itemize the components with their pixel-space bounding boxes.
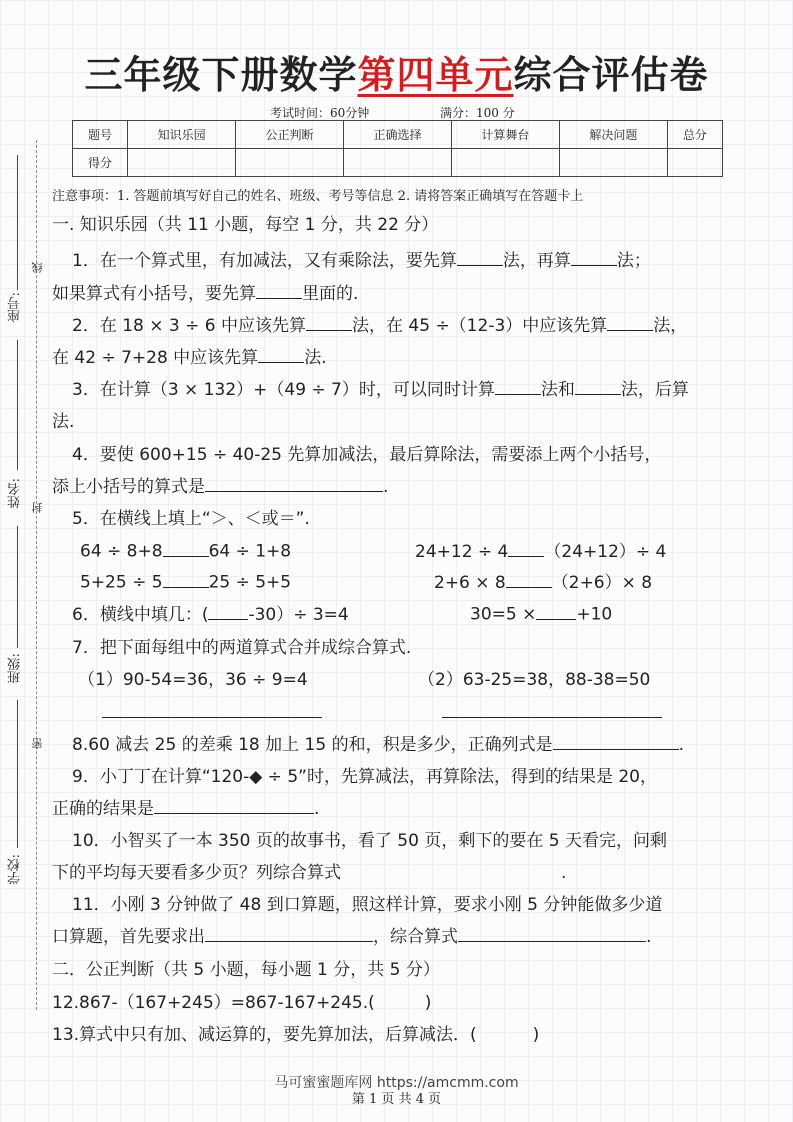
section2-heading: 二．公正判断（共 5 小题，每小题 1 分，共 5 分） (52, 960, 440, 980)
q6-text-d: +10 (576, 604, 613, 625)
q6-blank-2[interactable] (536, 600, 576, 620)
q11-blank-1[interactable] (205, 922, 373, 942)
notice-text: 注意事项：1. 答题前填写好自己的姓名、班级、考号等信息 2. 请将答案正确填写在答题卡上 (52, 189, 584, 204)
q2-blank-3[interactable] (258, 343, 304, 363)
q5-r1l2-expr: 64 ÷ 1+8 (208, 541, 292, 562)
q8-text-a: 8.60 减去 25 的差乘 18 加上 15 的和，积是多少，正确列式是 (72, 735, 553, 755)
q2-text-d: 在 42 ÷ 7+28 中应该先算 (52, 348, 259, 368)
q9-text-c: . (314, 799, 320, 819)
q5-r2r2-expr: （2+6）× 8 (551, 573, 653, 593)
name-line (17, 340, 18, 470)
q8-text-b: . (678, 735, 684, 755)
q11-text-c: ，综合算式 (373, 927, 458, 947)
title-suffix: 综合评估卷 (513, 53, 709, 97)
q5-row2-right (434, 568, 652, 593)
score-cell[interactable] (451, 149, 559, 177)
q3-text-b: 法和 (540, 380, 575, 400)
footer-page-number: 第 1 页 共 4 页 (351, 1092, 442, 1107)
score-header-cell: 解决问题 (559, 121, 667, 149)
score-header-cell: 知识乐园 (128, 121, 236, 149)
class-line (17, 526, 18, 648)
q11-line2 (52, 922, 651, 947)
q5-r1r-expr: 24+12 ÷ 4 (415, 542, 509, 562)
q6-text-c: 30=5 × (470, 604, 537, 625)
score-table-header-row (73, 121, 723, 149)
q7-part1: （1）90-54=36，36 ÷ 9=4 (78, 670, 308, 690)
q6-text-a: 6．横线中填几：( (72, 605, 209, 625)
q11-text-b: 口算题，首先要求出 (52, 927, 205, 947)
q4-text-b: 添上小括号的算式是 (52, 477, 205, 497)
q5-blank-4[interactable] (506, 568, 552, 588)
q1-line1 (72, 246, 651, 271)
score-header-cell: 正确选择 (344, 121, 452, 149)
q10-text-b: 下的平均每天要看多少页？列综合算式 (52, 863, 341, 883)
q1-text-e: 里面的. (302, 284, 359, 304)
score-header-cell: 总分 (667, 121, 722, 149)
q12-line (52, 988, 431, 1013)
binding-mark-mi: 密 (31, 738, 44, 749)
score-cell[interactable] (559, 149, 667, 177)
q9-line1: 9．小丁丁在计算“120-◆ ÷ 5”时，先算减法，再算除法，得到的结果是 20， (72, 767, 657, 787)
q8-blank[interactable] (553, 730, 679, 750)
q13-text-a: 13.算式中只有加、减运算的，要先算加法，后算减法．( (52, 1025, 477, 1045)
binding-mark-xian: 线 (31, 262, 44, 273)
q1-text-d: 如果算式有小括号，要先算 (52, 284, 256, 304)
q5-row2-left (80, 568, 291, 593)
q2-text-b: 法，在 45 ÷（12-3）中应该先算 (352, 316, 608, 336)
title-prefix: 三年级下册数学 (84, 53, 358, 97)
q10-line2 (52, 858, 566, 883)
q5-r2l-expr: 5+25 ÷ 5 (80, 572, 163, 593)
score-table-score-row (73, 149, 723, 177)
q7-part2: （2）63-25=38，88-38=50 (418, 670, 651, 690)
q10-text-c: . (561, 863, 567, 883)
score-header-cell: 计算舞台 (451, 121, 559, 149)
seat-line (17, 155, 18, 290)
q6-line-right (470, 600, 612, 625)
q2-blank-2[interactable] (607, 311, 653, 331)
q7-prompt: 7．把下面每组中的两道算式合并成综合算式. (72, 638, 412, 658)
q11-text-d: . (646, 927, 652, 947)
q2-line1 (72, 311, 687, 336)
score-header-cell: 公正判断 (236, 121, 344, 149)
q13-line (52, 1020, 539, 1045)
q6-line (72, 600, 349, 625)
name-label: 姓名: (8, 478, 23, 509)
q9-blank[interactable] (154, 794, 314, 814)
q1-line2 (52, 279, 358, 304)
score-cell[interactable] (128, 149, 236, 177)
seat-label: 座号: (8, 292, 23, 323)
footer-website: 马可蜜蜜题库网 https://amcmm.com (274, 1075, 519, 1091)
q5-r1l-expr: 64 ÷ 8+8 (80, 541, 163, 562)
q9-text-b: 正确的结果是 (52, 799, 154, 819)
q3-blank-2[interactable] (575, 375, 621, 395)
page-title (0, 44, 793, 99)
q3-line1 (72, 375, 689, 400)
score-cell[interactable] (667, 149, 722, 177)
q5-r2r-expr: 2+6 × 8 (434, 573, 506, 593)
exam-time: 考试时间：60分钟 (270, 106, 370, 120)
q5-row1-right (415, 537, 666, 562)
school-label: 学校: (8, 854, 23, 885)
section1-heading: 一. 知识乐园（共 11 小题，每空 1 分，共 22 分） (52, 215, 439, 235)
q8-line (72, 730, 684, 755)
q9-line2 (52, 794, 319, 819)
score-header-cell: 题号 (73, 121, 128, 149)
q11-blank-2[interactable] (458, 922, 646, 942)
q5-blank-3[interactable] (163, 568, 209, 588)
binding-mark-feng: 封 (31, 502, 44, 513)
q12-text-a: 12.867-（167+245）=867-167+245.( (52, 993, 375, 1013)
q5-blank-2[interactable] (508, 537, 544, 557)
q5-row1-left (80, 537, 291, 562)
q4-text-c: . (383, 477, 389, 497)
school-line (17, 700, 18, 848)
q3-text-a: 3．在计算（3 × 132）+（49 ÷ 7）时，可以同时计算 (72, 380, 495, 400)
q3-text-c: 法，后算 (620, 380, 689, 400)
exam-full-score: 满分：100 分 (440, 106, 515, 120)
q12-text-b: ) (424, 993, 432, 1013)
score-table (72, 120, 723, 177)
q10-line1: 10．小智买了一本 350 页的故事书，看了 50 页，剩下的要在 5 天看完，问剩 (72, 831, 667, 851)
q6-blank-1[interactable] (208, 600, 248, 620)
score-row-label: 得分 (73, 149, 128, 177)
q2-text-a: 2．在 18 × 3 ÷ 6 中应该先算 (72, 316, 306, 336)
q5-blank-1[interactable] (163, 537, 209, 557)
q11-line1: 11．小刚 3 分钟做了 48 到口算题，照这样计算，要求小刚 5 分钟能做多少道 (72, 895, 663, 915)
q4-blank[interactable] (205, 472, 383, 492)
q3-line2: 法. (52, 412, 75, 432)
q5-r2l2-expr: 25 ÷ 5+5 (208, 572, 292, 593)
q2-text-c: 法， (653, 316, 688, 336)
score-cell[interactable] (344, 149, 452, 177)
q1-blank-1[interactable] (457, 246, 503, 266)
q1-blank-3[interactable] (256, 279, 302, 299)
q5-prompt: 5．在横线上填上“＞、＜或＝”. (72, 509, 310, 529)
q1-text-c: 法； (616, 251, 651, 271)
q4-line2 (52, 472, 388, 497)
score-cell[interactable] (236, 149, 344, 177)
q4-line1: 4．要使 600+15 ÷ 40-25 先算加减法，最后算除法，需要添上两个小括号， (72, 445, 662, 465)
q1-blank-2[interactable] (571, 246, 617, 266)
q5-r1r2-expr: （24+12）÷ 4 (544, 542, 667, 562)
q6-text-b: -30）÷ 3=4 (248, 605, 349, 625)
q2-text-e: 法. (304, 348, 327, 368)
q7-answer-line-1[interactable] (102, 716, 322, 718)
title-highlight: 第四单元 (357, 53, 514, 97)
q1-text-a: 1．在一个算式里，有加减法，又有乘除法，要先算 (72, 251, 457, 271)
q7-answer-line-2[interactable] (442, 716, 662, 718)
class-label: 班级: (8, 653, 23, 684)
q13-text-b: ) (532, 1025, 540, 1045)
q3-blank-1[interactable] (495, 375, 541, 395)
q2-line2 (52, 343, 327, 368)
q1-text-b: 法，再算 (502, 251, 571, 271)
q2-blank-1[interactable] (306, 311, 352, 331)
